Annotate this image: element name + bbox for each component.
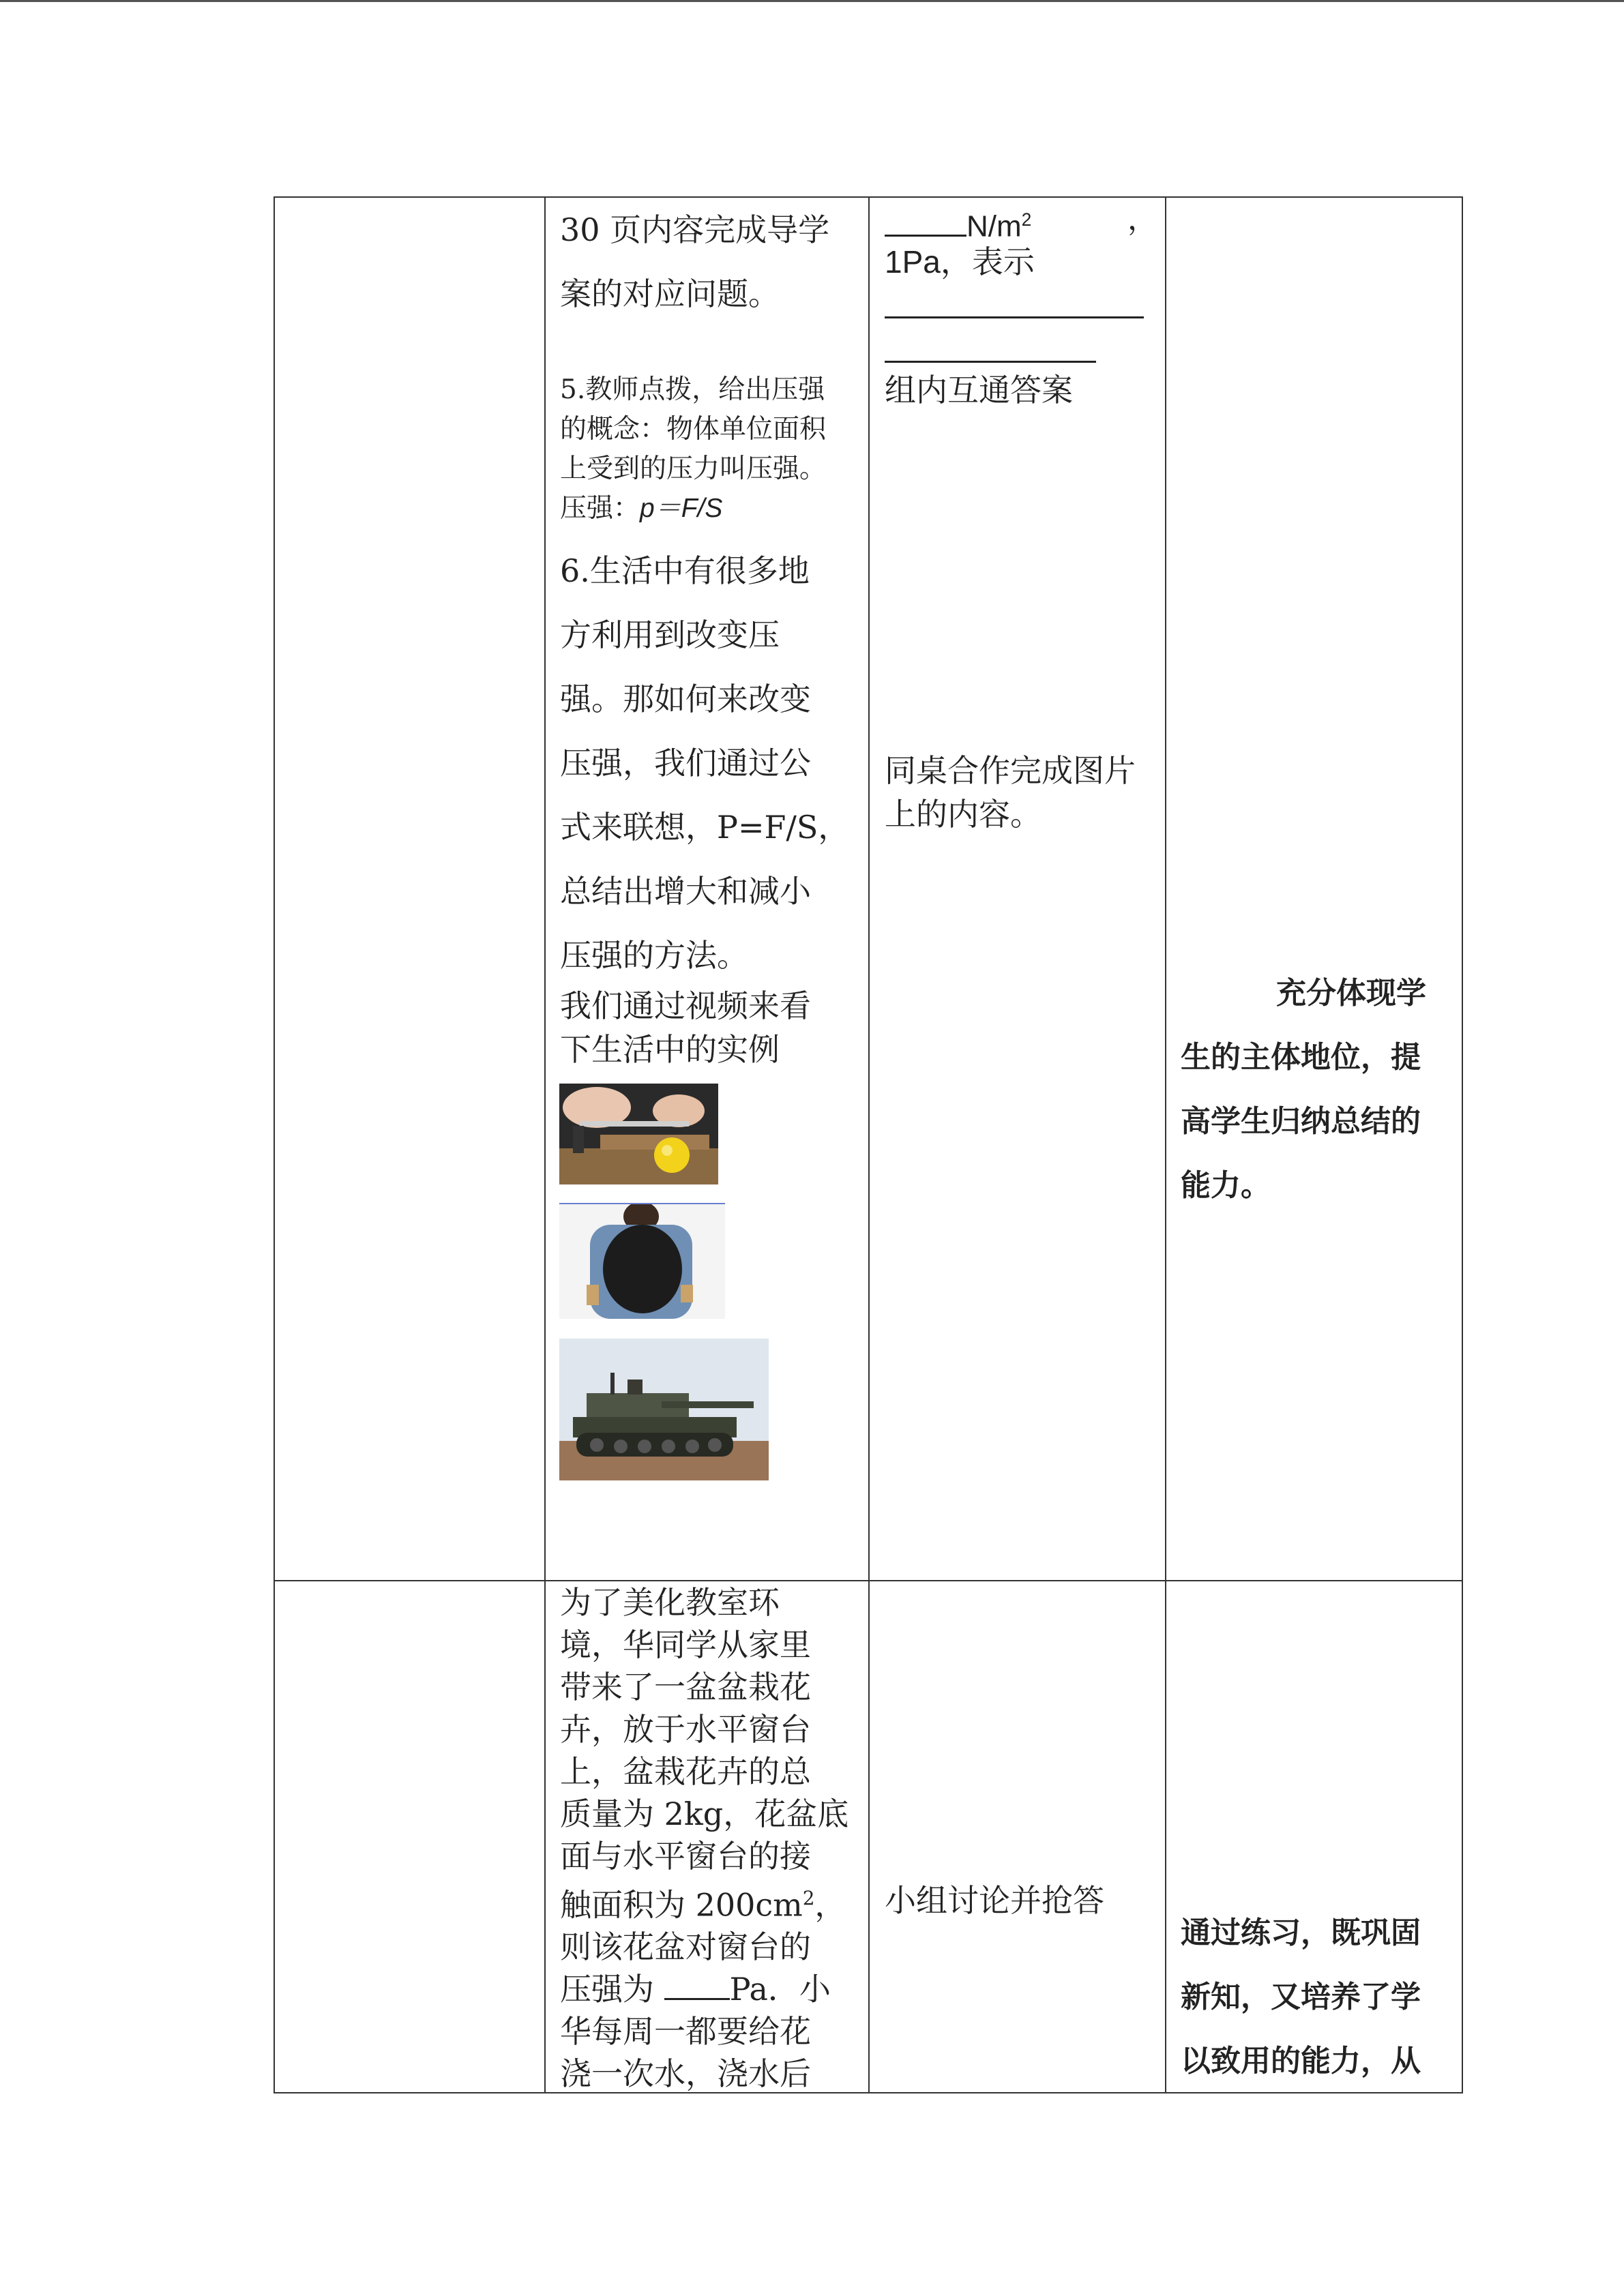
point6-line: 强。那如何来改变 — [560, 681, 811, 717]
pressure-answer-blank — [664, 1972, 730, 2000]
exercise-line: 带来了一盆盆栽花 — [560, 1669, 811, 1705]
person-wearing-backpack-image — [559, 1203, 725, 1319]
row2-student-activity-cell — [870, 1581, 1165, 2092]
knife-cutting-orange-image — [559, 1084, 718, 1184]
intent-line: 生的主体地位，提 — [1181, 1040, 1421, 1075]
row1-teacher-activity-cell — [546, 198, 868, 1580]
pascal-line: 1Pa，表示 — [885, 244, 1035, 280]
row2-exercise-cell — [546, 1581, 868, 2092]
row1-student-activity-cell — [870, 198, 1165, 1580]
point5-text — [560, 370, 863, 528]
intro-text — [560, 198, 863, 326]
pressure-question-suffix: Pa．小 — [729, 1971, 831, 2008]
row2-design-intent-cell — [1166, 1581, 1462, 2092]
military-tank-image — [559, 1339, 769, 1480]
exercise-line: 境，华同学从家里 — [560, 1626, 811, 1663]
partner-line: 上的内容。 — [885, 796, 1042, 833]
point6-line: 式来联想，P=F/S， — [560, 809, 850, 846]
practice-intent-text — [1181, 1901, 1457, 2093]
point5-line: 5.教师点拨，给出压强 — [560, 374, 825, 405]
practice-line: 新知，又培养了学 — [1181, 1980, 1421, 2014]
exercise-line: 则该花盆对窗台的 — [560, 1928, 811, 1966]
point6-line: 6.生活中有很多地 — [560, 552, 810, 589]
intro-line: 案的对应问题。 — [560, 275, 780, 312]
exercise-line: 为了美化教室环 — [560, 1584, 780, 1621]
point5-line: 的概念：物体单位面积 — [560, 414, 827, 445]
formula-line — [560, 489, 863, 528]
answer-blank-line-2 — [885, 361, 1096, 363]
exercise-line: 质量为 2kg，花盆底 — [560, 1795, 849, 1832]
row1-col1-cell — [275, 198, 544, 1580]
exercise-line: 浇一次水，浇水后 — [560, 2055, 811, 2093]
practice-line: 以致用的能力，从 — [1181, 2044, 1421, 2078]
point6-line: 总结出增大和减小 — [560, 873, 811, 910]
row2-col1-cell — [275, 1581, 544, 2092]
exercise-line: 华每周一都要给花 — [560, 2013, 811, 2051]
unit-comma: ， — [1127, 203, 1157, 236]
partner-task-text — [885, 749, 1161, 836]
area-exponent: 2 — [802, 1887, 815, 1909]
page-top-rule — [0, 0, 1624, 2]
exercise-line: 面与水平窗台的接 — [560, 1838, 811, 1875]
formula-prefix: 压强： — [560, 493, 640, 524]
point6-line: 压强的方法。 — [560, 937, 748, 974]
point5-line: 上受到的压力叫压强。 — [560, 453, 827, 484]
area-suffix: ， — [814, 1886, 846, 1924]
partner-line: 同桌合作完成图片 — [885, 752, 1136, 789]
intent-line: 充分体现学 — [1276, 976, 1426, 1011]
point6-line: 方利用到改变压 — [560, 616, 780, 653]
exercise-line — [560, 1877, 863, 1926]
point6-line: 压强，我们通过公 — [560, 745, 811, 781]
intent-line: 高学生归纳总结的 — [1181, 1104, 1421, 1139]
exercise-line: 上，盆栽花卉的总 — [560, 1753, 811, 1790]
video-line: 下生活中的实例 — [560, 1031, 780, 1068]
answer-blank — [885, 207, 966, 237]
exercise-line — [560, 1968, 863, 2010]
exercise-text — [560, 1581, 863, 2095]
practice-line: 通过练习，既巩固 — [1181, 1915, 1421, 1950]
unit-text: N/m — [966, 209, 1022, 243]
video-line: 我们通过视频来看 — [560, 987, 811, 1024]
group-answer-text: 组内互通答案 — [885, 372, 1073, 408]
video-intro-text — [560, 984, 863, 1071]
exercise-line: 卉，放于水平窗台 — [560, 1711, 811, 1748]
design-intent-text — [1181, 961, 1457, 1218]
contact-area-text: 触面积为 200cm — [560, 1886, 803, 1924]
intro-line: 30 页内容完成导学 — [560, 211, 830, 248]
unit-exponent: 2 — [1021, 209, 1032, 230]
group-discussion-text: 小组讨论并抢答 — [885, 1882, 1104, 1919]
intent-line: 能力。 — [1181, 1168, 1271, 1203]
answer-blank-line-1 — [885, 316, 1144, 318]
point6-text — [560, 539, 863, 987]
pressure-question-prefix: 压强为 — [560, 1971, 654, 2008]
row1-design-intent-cell — [1166, 198, 1462, 1580]
pressure-formula: p＝F/S — [640, 494, 723, 523]
